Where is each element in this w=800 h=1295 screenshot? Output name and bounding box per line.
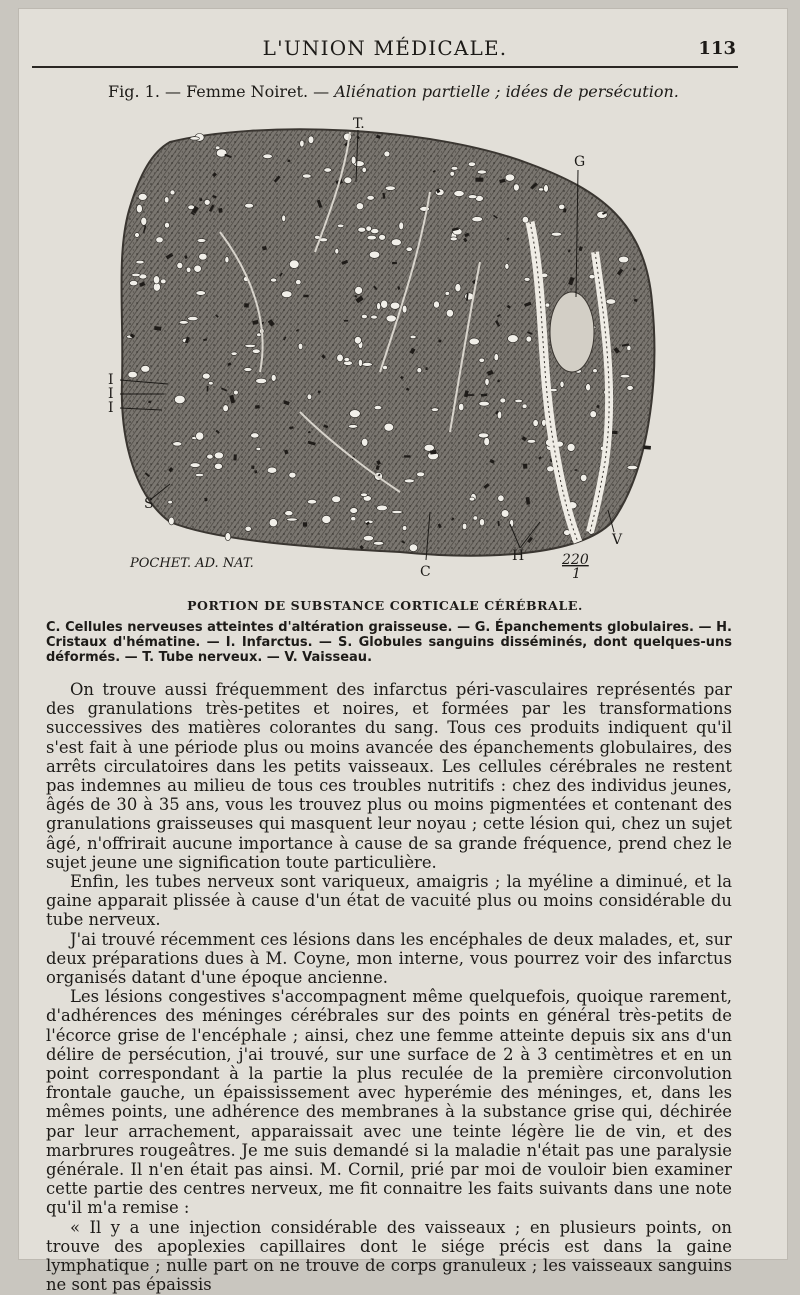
label-h: H [512,548,525,564]
globule [545,303,550,307]
globule [374,406,382,410]
label-v: V [612,532,623,548]
globule [527,439,536,443]
globule [451,166,458,170]
globule [468,162,475,166]
globule [384,423,394,431]
globule [153,276,159,284]
nerve-cell [643,445,651,449]
globule [369,251,380,258]
globule [307,394,312,400]
globule [337,354,344,362]
globule [390,302,400,309]
globule [500,398,506,403]
globule [606,299,616,304]
globule [551,232,562,236]
globule [627,465,638,469]
globule [289,472,296,478]
globule [522,404,527,408]
globule [362,363,372,367]
globule [245,344,256,347]
globule [510,520,514,528]
globule [402,305,407,313]
globule [164,197,169,203]
nerve-cell [251,465,254,469]
globule [132,273,141,276]
nerve-cell [288,160,291,162]
globule [267,467,277,473]
globule [391,239,401,246]
page-number: 113 [698,38,736,59]
globule [567,443,575,451]
globule [526,336,532,342]
globule [186,267,191,272]
globule [263,154,273,159]
figure-caption-prefix: Fig. 1. — Femme Noiret. — [108,82,335,101]
globule [494,354,499,361]
globule [362,438,368,446]
globule [173,442,182,446]
globule [194,265,202,272]
globule [350,508,358,514]
globule [366,226,372,231]
globule [351,517,356,521]
globule [337,224,344,227]
globule [269,519,277,527]
globule [454,191,464,197]
globule [196,291,206,296]
globule [363,536,373,541]
globule [335,248,339,254]
globule [514,184,520,191]
globule [508,335,519,343]
globule [136,205,142,213]
globule [348,425,357,429]
globule [478,433,488,438]
globule [285,511,293,516]
globule [307,499,316,504]
globule [225,533,231,541]
globule [271,278,277,282]
globule [619,256,629,263]
globule [128,371,137,378]
header-rule [32,66,738,68]
globule [351,156,356,164]
globule [170,190,175,195]
page-header [32,30,738,62]
globule [141,217,147,225]
nerve-cell [392,262,397,264]
globule [204,199,210,205]
globule [505,264,509,270]
globule [245,526,251,531]
figure-legend: C. Cellules nerveuses atteintes d'altération graisseuse. — G. Épanchements globulaires. — H. Cristaux d'hématine. — I. Infarctus. — S. Globules sanguins disséminés, dont quelques-uns déformés. — T. Tube nerveux. — V. Vaisseau. [46,620,732,665]
globule [399,222,404,230]
nerve-cell [218,208,222,213]
globule [485,378,489,385]
globule [472,217,483,222]
globule [322,515,331,523]
globule [469,497,475,501]
globule [169,517,175,525]
paragraph: Enfin, les tubes nerveux sont variqueux, amaigris ; la myéline a diminué, et la gaine apparait plissée à cause d'un état de vacuité plus ou moins considérable du tube nerveux. [46,872,732,930]
globule [130,280,138,285]
globule [385,186,395,190]
nerve-cell [467,394,474,396]
globule [214,463,222,469]
paragraph: On trouve aussi fréquemment des infarctus péri-vasculaires représentés par des granulations très-petites et noires, et formées par les transformations successives des matières colorantes du sang. Tous ces produits indiquent qu'il s'est fait à une période plus ou moins avancée des épanchements globulaires, des arrêts circulatoires dans les petits vaisseaux. Les cellules cérébrales ne restent pas indemnes au milieu de tous ces troubles nutritifs : chez des individus jeunes, âgés de 30 à 35 ans, vous les trouvez plus ou moins pigmentées et contenant des granulations graisseuses qui masquent leur noyau ; cette lésion qui, chez un sujet âgé, n'offrirait aucune importance à cause de sa grande fréquence, prend chez le sujet jeune une signification toute particulière. [46,680,732,872]
globule [344,177,352,184]
globule [324,168,332,172]
globule [207,454,213,459]
globule [410,335,416,338]
globule [156,237,163,243]
nerve-cell [575,469,578,471]
globule [358,227,366,232]
globule [459,403,464,410]
label-i-2: I [108,386,114,402]
globule [214,452,223,459]
globule [424,444,434,451]
globule [344,358,350,362]
globule [371,229,379,234]
globule [367,195,374,200]
globule [215,146,220,149]
nerve-cell [633,268,636,270]
globule [468,195,477,199]
magnification-denominator: 1 [572,566,581,582]
globule [445,291,450,295]
globule [484,438,490,446]
label-c: C [420,564,431,580]
nerve-cell [344,320,348,322]
nerve-cell [204,498,207,502]
paragraph: J'ai trouvé récemment ces lésions dans les encéphales de deux malades, et, sur deux préparations dues à M. Coyne, mon interne, vous pourrez voir des infarctus organisés datant d'une époque ancienne. [46,929,732,988]
globule [417,472,425,477]
globule [361,493,368,497]
globule [350,410,361,418]
globule [498,495,504,502]
label-i-1: I [108,372,114,388]
engraver-credit: POCHET. AD. NAT. [130,556,254,571]
globule [362,314,368,318]
globule [244,368,252,372]
globule [135,233,140,238]
globule [225,257,229,263]
globule [627,346,631,351]
globule [196,432,204,440]
globule [197,239,206,243]
globule [355,286,363,294]
nerve-cell [255,405,260,409]
nerve-cell [233,454,236,460]
nerve-cell [404,455,410,457]
label-g: G [574,154,586,170]
body-text [46,680,732,1295]
nerve-cell [303,522,307,526]
globule [195,473,204,476]
globule [141,365,150,372]
paragraph: Les lésions congestives s'accompagnent même quelquefois, quoique rarement, d'adhérences des méninges cérébrales sur des points en général très-petits de l'écorce grise de l'encéphale ; ainsi, chez une femme atteinte depuis six ans d'un délire de persécution, j'ai trouvé, sur une surface de 2 à 3 centimètres et en un point correspondant à la partie la plus reculée de la première circonvolution frontale gauche, un épaississement avec hyperémie des méninges, et, dans les mêmes points, une adhérence des membranes à la substance grise qui, déchirée par leur arrachement, apparaissait avec une teinte légère lie de vin, et des marbrures rougeâtres. Je me suis demandé si la maladie n'était pas une paralysie générale. Il n'en était pas ainsi. M. Cornil, prié par moi de vouloir bien examiner cette partie des centres nerveux, me fit connaitre les faits suivants dans une note qu'il m'a remise : [46,987,732,1218]
globule [257,333,261,337]
globule [590,411,597,418]
globule [354,336,361,344]
globule [223,405,229,412]
globule [282,291,292,298]
globule [383,365,388,369]
globule [384,151,390,157]
globule [560,381,564,387]
globule [479,358,485,362]
globule [174,395,185,403]
cortex-engraving [100,112,680,582]
magnification-numerator: 220 [562,552,589,568]
globule [473,516,478,520]
globule [358,359,362,366]
globule [431,408,438,412]
globule [402,526,407,531]
globule [544,185,549,193]
section-title: PORTION DE SUBSTANCE CORTICALE CÉRÉBRALE. [187,598,583,613]
globule [377,505,388,511]
globule [256,447,261,450]
globule [308,136,314,144]
nerve-cell [303,295,308,298]
globule [381,300,388,308]
globule [177,262,183,268]
globule [188,317,199,321]
globule [202,373,210,379]
globule [251,433,259,438]
globule [522,216,528,223]
globule [450,237,457,241]
globule [190,463,200,468]
globule [136,260,144,264]
globule [138,194,147,201]
label-s: S [144,496,154,512]
globule [539,188,544,191]
nerve-cell [355,295,357,297]
globule [462,523,467,529]
globule [501,510,509,518]
globule [386,315,396,322]
nerve-cell [438,340,441,343]
globule [597,211,608,218]
globule [356,203,363,210]
globule [533,420,538,427]
globule [302,174,311,178]
label-i-3: I [108,400,114,416]
globule [477,170,486,174]
paragraph: « Il y a une injection considérable des vaisseaux ; en plusieurs points, on trouve des apoplexies capillaires dont le siége précis est dans la gaine lymphatique ; nulle part on ne trouve de corps granuleux ; les vaisseaux sanguins ne sont pas épaissis [46,1217,732,1295]
globule [168,500,173,504]
globule [234,390,239,395]
globule [392,510,403,513]
nerve-cell [430,450,437,455]
running-title: L'UNION MÉDICALE. [262,36,508,60]
globule [620,375,630,378]
globule [627,385,633,390]
globule [287,518,298,521]
globule [580,474,587,481]
globule [245,203,254,208]
globule [409,544,417,552]
label-t: T. [353,116,365,132]
globule [469,338,479,345]
globule [586,384,591,391]
globule [296,280,302,285]
globule [515,399,523,402]
globule [417,368,422,373]
globule [406,247,412,251]
globule [300,140,304,147]
globule [379,234,386,240]
globule [404,479,414,483]
nerve-cell [523,464,527,469]
globule [505,174,514,181]
figure-caption-title: Aliénation partielle ; idées de persécution. [334,82,679,101]
globule [479,401,490,406]
globule [190,137,200,140]
globule [373,541,383,545]
globule [298,343,303,349]
engraving-figure [100,112,680,582]
globule [271,375,276,382]
globule [231,352,237,355]
globule [199,253,207,260]
globule [362,167,366,172]
globule [165,222,170,228]
nerve-cell [254,470,257,473]
nerve-cell [244,303,249,308]
globule [208,381,213,385]
globule [455,284,461,292]
globule [289,260,299,268]
nerve-cell [426,367,428,370]
globule [371,315,378,319]
globule [589,275,595,279]
globule [252,349,260,353]
globule [161,279,167,284]
globule [256,378,267,383]
globule [282,215,286,222]
globule [332,496,341,503]
globule [479,519,484,526]
globule [446,309,453,317]
globule [179,321,188,325]
globule [367,235,376,240]
nerve-cell [475,178,483,182]
figure-caption [108,82,728,108]
globule [547,466,554,472]
globule [434,301,440,308]
globule [450,171,455,176]
globule [524,278,530,282]
globule [377,303,381,310]
globule [593,369,598,373]
